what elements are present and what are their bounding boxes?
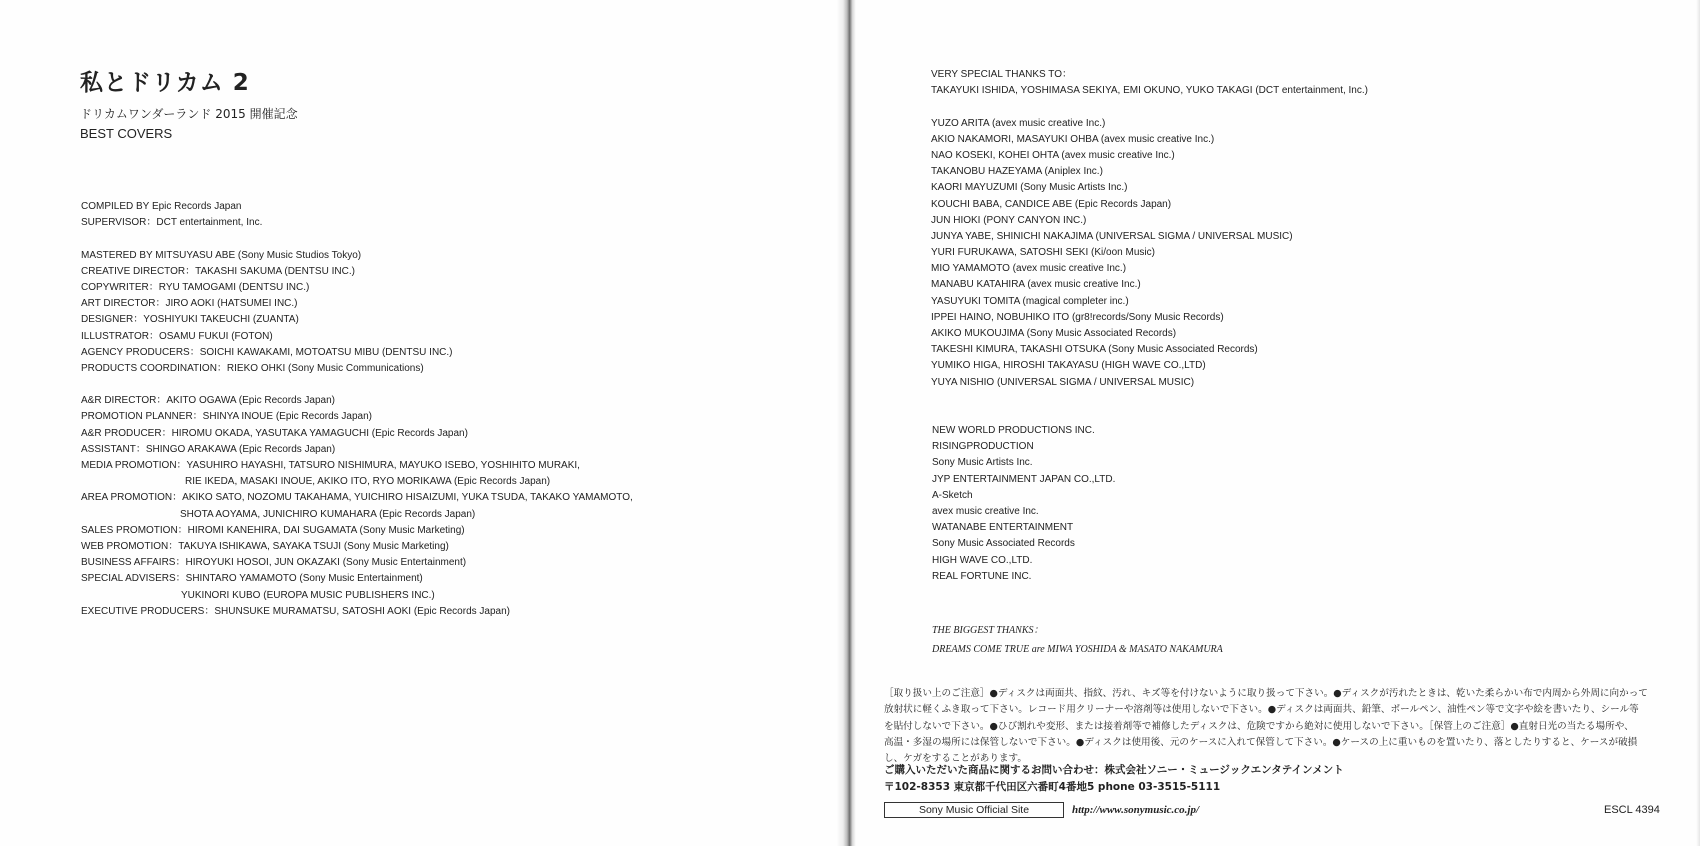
page-edge	[1696, 0, 1700, 846]
company-line: WATANABE ENTERTAINMENT	[932, 522, 1074, 534]
credit-line: BUSINESS AFFAIRS：HIROYUKI HOSOI, JUN OKAZAKI (Sony Music Entertainment)	[81, 557, 467, 569]
credit-line: SPECIAL ADVISERS：SHINTARO YAMAMOTO (Sony Music Entertainment)	[81, 573, 423, 585]
thanks-line: MIO YAMAMOTO (avex music creative Inc.)	[931, 263, 1127, 275]
biggest-thanks-heading: THE BIGGEST THANKS：	[932, 625, 1044, 636]
notice-line: し、ケガをすることがあります。	[884, 753, 1027, 765]
credit-line-continued: RIE IKEDA, MASAKI INOUE, AKIKO ITO, RYO MORIKAWA (Epic Records Japan)	[185, 476, 551, 488]
thanks-line: TAKESHI KIMURA, TAKASHI OTSUKA (Sony Music Associated Records)	[931, 344, 1258, 356]
thanks-line: JUNYA YABE, SHINICHI NAKAJIMA (UNIVERSAL SIGMA / UNIVERSAL MUSIC)	[931, 230, 1293, 242]
page-gutter-fold	[836, 0, 856, 846]
credits-list	[81, 199, 801, 620]
notice-line: を貼付しないで下さい。●ひび割れや変形、または接着剤等で補修したディスクは、危険ですから絶対に使用しないで下さい。［保管上のご注意］●直射日光の当たる場所や、	[884, 720, 1634, 732]
contact-company: ご購入いただいた商品に関するお問い合わせ：株式会社ソニー・ミュージックエンタテインメント	[884, 764, 1344, 776]
site-url: http://www.sonymusic.co.jp/	[1072, 804, 1200, 816]
credit-line: DESIGNER：YOSHIYUKI TAKEUCHI (ZUANTA)	[81, 314, 299, 326]
credit-line: SALES PROMOTION：HIROMI KANEHIRA, DAI SUGAMATA (Sony Music Marketing)	[81, 524, 465, 536]
company-line: JYP ENTERTAINMENT JAPAN CO.,LTD.	[932, 473, 1116, 485]
credit-line: A&R PRODUCER：HIROMU OKADA, YASUTAKA YAMAGUCHI (Epic Records Japan)	[81, 427, 468, 439]
biggest-thanks	[932, 621, 1223, 659]
company-line: A-Sketch	[932, 489, 973, 501]
credit-line: ILLUSTRATOR：OSAMU FUKUI (FOTON)	[81, 330, 273, 342]
credit-spacer	[81, 231, 801, 247]
thanks-line: JUN HIOKI (PONY CANYON INC.)	[931, 214, 1087, 226]
thanks-line: NAO KOSEKI, KOHEI OHTA (avex music creative Inc.)	[931, 149, 1175, 161]
credit-line: MEDIA PROMOTION：YASUHIRO HAYASHI, TATSURO NISHIMURA, MAYUKO ISEBO, YOSHIHITO MURAKI,	[81, 460, 580, 471]
thanks-line: KAORI MAYUZUMI (Sony Music Artists Inc.)	[931, 182, 1128, 194]
thanks-line: AKIO NAKAMORI, MASAYUKI OHBA (avex music creative Inc.)	[931, 133, 1215, 145]
thanks-line: IPPEI HAINO, NOBUHIKO ITO (gr8!records/Sony Music Records)	[931, 311, 1224, 323]
credit-line: SUPERVISOR：DCT entertainment, Inc.	[81, 217, 263, 229]
contact-info	[884, 762, 1344, 796]
thanks-line: YUZO ARITA (avex music creative Inc.)	[931, 117, 1106, 129]
thanks-line: YURI FURUKAWA, SATOSHI SEKI (Ki/oon Music)	[931, 247, 1155, 259]
companies-list	[932, 423, 1115, 585]
company-line: REAL FORTUNE INC.	[932, 570, 1032, 582]
thanks-line: KOUCHI BABA, CANDICE ABE (Epic Records Japan)	[931, 198, 1172, 210]
thanks-line: TAKAYUKI ISHIDA, YOSHIMASA SEKIYA, EMI OKUNO, YUKO TAKAGI (DCT entertainment, Inc.)	[931, 85, 1368, 97]
album-subtitle-jp: ドリカムワンダーランド 2015 開催記念	[80, 107, 298, 121]
thanks-line: AKIKO MUKOUJIMA (Sony Music Associated Records)	[931, 328, 1177, 339]
biggest-thanks-line: DREAMS COME TRUE are MIWA YOSHIDA & MASATO NAKAMURA	[932, 644, 1223, 655]
handling-notice	[884, 686, 1670, 767]
special-thanks-list	[931, 67, 1631, 391]
album-title: 私とドリカム 2	[80, 70, 250, 96]
credit-line: COPYWRITER：RYU TAMOGAMI (DENTSU INC.)	[81, 281, 310, 293]
notice-line: ［取り扱い上のご注意］●ディスクは両面共、指紋、汚れ、キズ等を付けないように取り扱って下さい。●ディスクが汚れたときは、乾いた柔らかい布で内周から外周に向かって	[884, 688, 1648, 699]
credit-line: ASSISTANT：SHINGO ARAKAWA (Epic Records Japan)	[81, 443, 336, 455]
catalog-number: ESCL 4394	[1604, 804, 1660, 816]
credit-line: A&R DIRECTOR：AKITO OGAWA (Epic Records Japan)	[81, 395, 335, 407]
official-site-label: Sony Music Official Site	[884, 802, 1064, 818]
company-line: Sony Music Artists Inc.	[932, 457, 1033, 469]
notice-line: 放射状に軽くふき取って下さい。レコード用クリーナーや溶剤等は使用しないで下さい。●ディスクは両面共、鉛筆、ボールペン、油性ペン等で文字や絵を書いたり、シール等	[884, 704, 1639, 716]
company-line: NEW WORLD PRODUCTIONS INC.	[932, 425, 1095, 436]
thanks-line: TAKANOBU HAZEYAMA (Aniplex Inc.)	[931, 166, 1103, 178]
company-line: Sony Music Associated Records	[932, 538, 1075, 550]
credit-line: COMPILED BY Epic Records Japan	[81, 201, 242, 212]
thanks-spacer	[931, 99, 1631, 115]
credit-line: PROMOTION PLANNER：SHINYA INOUE (Epic Records Japan)	[81, 411, 372, 423]
thanks-line: YUMIKO HIGA, HIROSHI TAKAYASU (HIGH WAVE CO.,LTD)	[931, 360, 1206, 372]
album-subtitle-en: BEST COVERS	[80, 126, 173, 141]
company-line: avex music creative Inc.	[932, 505, 1039, 517]
thanks-line: YUYA NISHIO (UNIVERSAL SIGMA / UNIVERSAL MUSIC)	[931, 376, 1195, 388]
notice-line: 高温・多湿の場所には保管しないで下さい。●ディスクは使用後、元のケースに入れて保管して下さい。●ケースの上に重いものを置いたり、落としたりすると、ケースが破損	[884, 736, 1638, 748]
credit-line: CREATIVE DIRECTOR：TAKASHI SAKUMA (DENTSU INC.)	[81, 265, 355, 277]
credit-line-continued: YUKINORI KUBO (EUROPA MUSIC PUBLISHERS INC.)	[181, 589, 435, 601]
credit-line: PRODUCTS COORDINATION：RIEKO OHKI (Sony Music Communications)	[81, 362, 424, 374]
thanks-heading: VERY SPECIAL THANKS TO：	[931, 69, 1072, 80]
contact-address: 〒102-8353 東京都千代田区六番町4番地5 phone 03-3515-5111	[884, 781, 1221, 793]
thanks-line: YASUYUKI TOMITA (magical completer inc.)	[931, 295, 1129, 307]
credit-line: WEB PROMOTION：TAKUYA ISHIKAWA, SAYAKA TSUJI (Sony Music Marketing)	[81, 540, 449, 552]
credit-line-continued: SHOTA AOYAMA, JUNICHIRO KUMAHARA (Epic Records Japan)	[180, 508, 476, 520]
company-line: HIGH WAVE CO.,LTD.	[932, 554, 1033, 566]
album-title-block	[80, 64, 800, 141]
credit-spacer	[81, 377, 801, 393]
credit-line: AREA PROMOTION：AKIKO SATO, NOZOMU TAKAHAMA, YUICHIRO HISAIZUMI, YUKA TSUDA, TAKAKO YAMAMOTO,	[81, 492, 633, 504]
credit-line: ART DIRECTOR：JIRO AOKI (HATSUMEI INC.)	[81, 298, 298, 310]
company-line: RISINGPRODUCTION	[932, 441, 1034, 453]
thanks-line: MANABU KATAHIRA (avex music creative Inc.)	[931, 279, 1141, 291]
credit-line: MASTERED BY MITSUYASU ABE (Sony Music Studios Tokyo)	[81, 249, 362, 261]
credit-line: AGENCY PRODUCERS：SOICHI KAWAKAMI, MOTOATSU MIBU (DENTSU INC.)	[81, 346, 453, 358]
credit-line: EXECUTIVE PRODUCERS：SHUNSUKE MURAMATSU, SATOSHI AOKI (Epic Records Japan)	[81, 605, 510, 617]
